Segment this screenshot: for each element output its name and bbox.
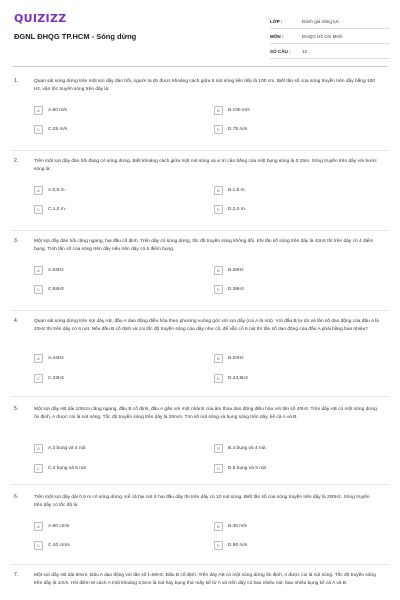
option-letter-box: C — [34, 464, 43, 473]
option-letter-box: A — [34, 522, 43, 531]
option-letter-box: B — [214, 186, 223, 195]
worksheet-meta — [270, 14, 390, 59]
question-number: 4. — [14, 318, 19, 324]
option-text: C.40 cm/s — [48, 542, 70, 548]
question-text: Quan sát sóng dừng trên sợi dây AB, đầu A dao động điều hòa theo phương vuông góc với sợi dây (coi A là nút). Với đầu B tự do và tần số dao động của đầu A là 22Hz thì trên dây có 6 nút. Nếu đầu B cố định và coi tốc độ truyền sóng của dây như cũ, để vẫn có 6 nút thì tần số dao động của đầu A phải bằng bao nhiêu? — [34, 319, 379, 333]
option-text: B.4 bụng và 4 nút — [228, 445, 266, 451]
option-text: D.2,0 m. — [228, 206, 247, 212]
option-letter-box: B — [214, 266, 223, 275]
option-b[interactable] — [214, 184, 354, 196]
option-text: A.3 bụng và 4 nút — [48, 445, 86, 451]
meta-value: Đánh giá năng lực — [302, 18, 340, 24]
question-text: Trên một sợi dây dài 0,9 m có sóng dừng. Kể cả hai nút ở hai đầu dây thì trên dây có 10 nút sóng. Biết tần số của sóng truyền trên dây là 200Hz. Sóng truyền trên dây có tốc độ là — [34, 495, 370, 509]
option-letter-box: D — [214, 464, 223, 473]
question-divider — [12, 564, 388, 565]
option-b[interactable] — [214, 352, 354, 364]
meta-value: ĐHQG Hồ Chí Minh — [302, 33, 343, 39]
option-letter-box: A — [34, 106, 43, 115]
question-number: 2. — [14, 158, 19, 164]
option-letter-box: D — [214, 205, 223, 214]
option-text: B.28Hz — [228, 267, 244, 273]
option-text: A.44Hz — [48, 355, 64, 361]
option-d[interactable] — [214, 372, 354, 384]
option-text: C.84Hz — [48, 286, 64, 292]
option-letter-box: A — [34, 186, 43, 195]
option-text: A.50 m/s — [48, 107, 67, 113]
option-text: B.40 m/s — [228, 523, 247, 529]
option-letter-box: A — [34, 266, 43, 275]
option-text: A.90 cm/s — [48, 523, 70, 529]
option-c[interactable] — [34, 203, 174, 215]
option-text: C.4 bụng và 5 nút — [48, 465, 86, 471]
option-letter-box: D — [214, 541, 223, 550]
option-b[interactable] — [214, 104, 354, 116]
header-divider — [12, 66, 388, 67]
option-text: D.36Hz — [228, 286, 244, 292]
question-text: Trên một sợi dây đàn hồi đang có sóng dừng. Biết khoảng cách giữa một nút sóng và vị trí cân bằng của một bụng sóng là 0,25m. Sóng truyền trên dây với bước sóng là: — [34, 159, 377, 173]
meta-key: MÔN : — [270, 33, 284, 39]
option-letter-box: C — [34, 205, 43, 214]
option-a[interactable] — [34, 352, 174, 364]
meta-key: SỐ CÂU : — [270, 48, 291, 54]
option-letter-box: D — [214, 374, 223, 383]
meta-row-subject — [270, 29, 390, 44]
option-d[interactable] — [214, 123, 354, 135]
option-c[interactable] — [34, 283, 174, 295]
question-number: 5. — [14, 406, 19, 412]
option-d[interactable] — [214, 283, 354, 295]
option-b[interactable] — [214, 442, 354, 454]
quizizz-logo: QUIZIZZ — [14, 12, 67, 25]
option-a[interactable] — [34, 184, 174, 196]
option-text: D.5 bụng và 5 nút — [228, 465, 266, 471]
option-text: C.33Hz — [48, 375, 64, 381]
option-text: D.90 m/s — [228, 542, 248, 548]
option-text: B.1,5 m. — [228, 187, 246, 193]
option-text: B.100 m/s — [228, 107, 250, 113]
question-number: 6. — [14, 494, 19, 500]
question-text: Quan sát sóng dừng trên một sợi dây đàn hồi, người ta đo được khoảng cách giữa 5 nút sóng liên tiếp là 100 cm. Biết tần số của sóng truyền trên dây bằng 100 Hz, vận tốc truyền sóng trên dây là: — [34, 79, 375, 93]
option-text: B.20Hz — [228, 355, 244, 361]
meta-key: LỚP : — [270, 18, 283, 24]
option-letter-box: C — [34, 541, 43, 550]
option-b[interactable] — [214, 264, 354, 276]
option-a[interactable] — [34, 520, 174, 532]
option-text: D.24,5Hz — [228, 375, 248, 381]
option-text: D.75 m/s — [228, 126, 248, 132]
option-text: A.63Hz — [48, 267, 64, 273]
option-letter-box: A — [34, 354, 43, 363]
question-divider — [12, 310, 388, 311]
option-letter-box: D — [214, 125, 223, 134]
option-d[interactable] — [214, 462, 354, 474]
meta-row-count — [270, 44, 390, 59]
option-letter-box: B — [214, 106, 223, 115]
meta-value: 12 — [302, 48, 308, 54]
option-text: C.25 m/s — [48, 126, 68, 132]
option-letter-box: B — [214, 522, 223, 531]
option-letter-box: C — [34, 125, 43, 134]
option-letter-box: A — [34, 444, 43, 453]
question-divider — [12, 150, 388, 151]
option-c[interactable] — [34, 372, 174, 384]
option-a[interactable] — [34, 104, 174, 116]
option-letter-box: C — [34, 285, 43, 294]
option-c[interactable] — [34, 123, 174, 135]
option-a[interactable] — [34, 442, 174, 454]
option-b[interactable] — [214, 520, 354, 532]
option-c[interactable] — [34, 539, 174, 551]
question-text: Một sợi dây AB dài 50cm. Đầu A dao động với tần số f=50Hz. Đầu B cố định. Trên dây AB có một sóng dừng ổn định, A được coi là nút sóng. Tốc độ truyền sóng trên dây là 1m/s. Hỏi điểm M cách A một khoảng 3,5cm là nút hay bụng thứ mấy kể từ A và trên dây có bao nhiêu nút, bao nhiêu bụng kể cả A và B. — [34, 573, 376, 587]
option-letter-box: C — [34, 374, 43, 383]
option-text: C.1,0 m. — [48, 206, 67, 212]
question-text: Một sợi dây đàn hồi căng ngang, hai đầu cố định. Trên dây có sóng dừng, tốc độ truyền sóng không đổi. Khi tần số sóng trên dây là 42Hz thì trên dây có 4 điểm bụng. Tính tần số của sóng trên dây nếu trên dây có 6 điểm bụng. — [34, 239, 374, 253]
option-c[interactable] — [34, 462, 174, 474]
option-letter-box: B — [214, 444, 223, 453]
option-letter-box: D — [214, 285, 223, 294]
question-divider — [12, 396, 388, 397]
meta-row-class — [270, 14, 390, 29]
question-divider — [12, 230, 388, 231]
question-number: 3. — [14, 238, 19, 244]
question-text: Một sợi dây AB dài 100cm căng ngang, đầu B cố định, đầu A gắn với một nhánh của âm thoa dao động điều hòa với tần số 40Hz. Trên dây AB có một sóng dừng ổn định, A được coi là nút sóng. Tốc độ truyền sóng trên dây là 20m/s. Tìm số nút sóng và bụng sóng trên dây, kể cả A và B. — [34, 407, 377, 421]
option-text: A.0,5 m. — [48, 187, 66, 193]
option-letter-box: B — [214, 354, 223, 363]
question-number: 1. — [14, 78, 19, 84]
option-d[interactable] — [214, 203, 354, 215]
question-divider — [12, 484, 388, 485]
worksheet-header — [0, 0, 400, 66]
option-d[interactable] — [214, 539, 354, 551]
question-number: 7. — [14, 572, 19, 578]
option-a[interactable] — [34, 264, 174, 276]
worksheet-title: ĐGNL ĐHQG TP.HCM - Sóng dừng — [14, 32, 137, 41]
